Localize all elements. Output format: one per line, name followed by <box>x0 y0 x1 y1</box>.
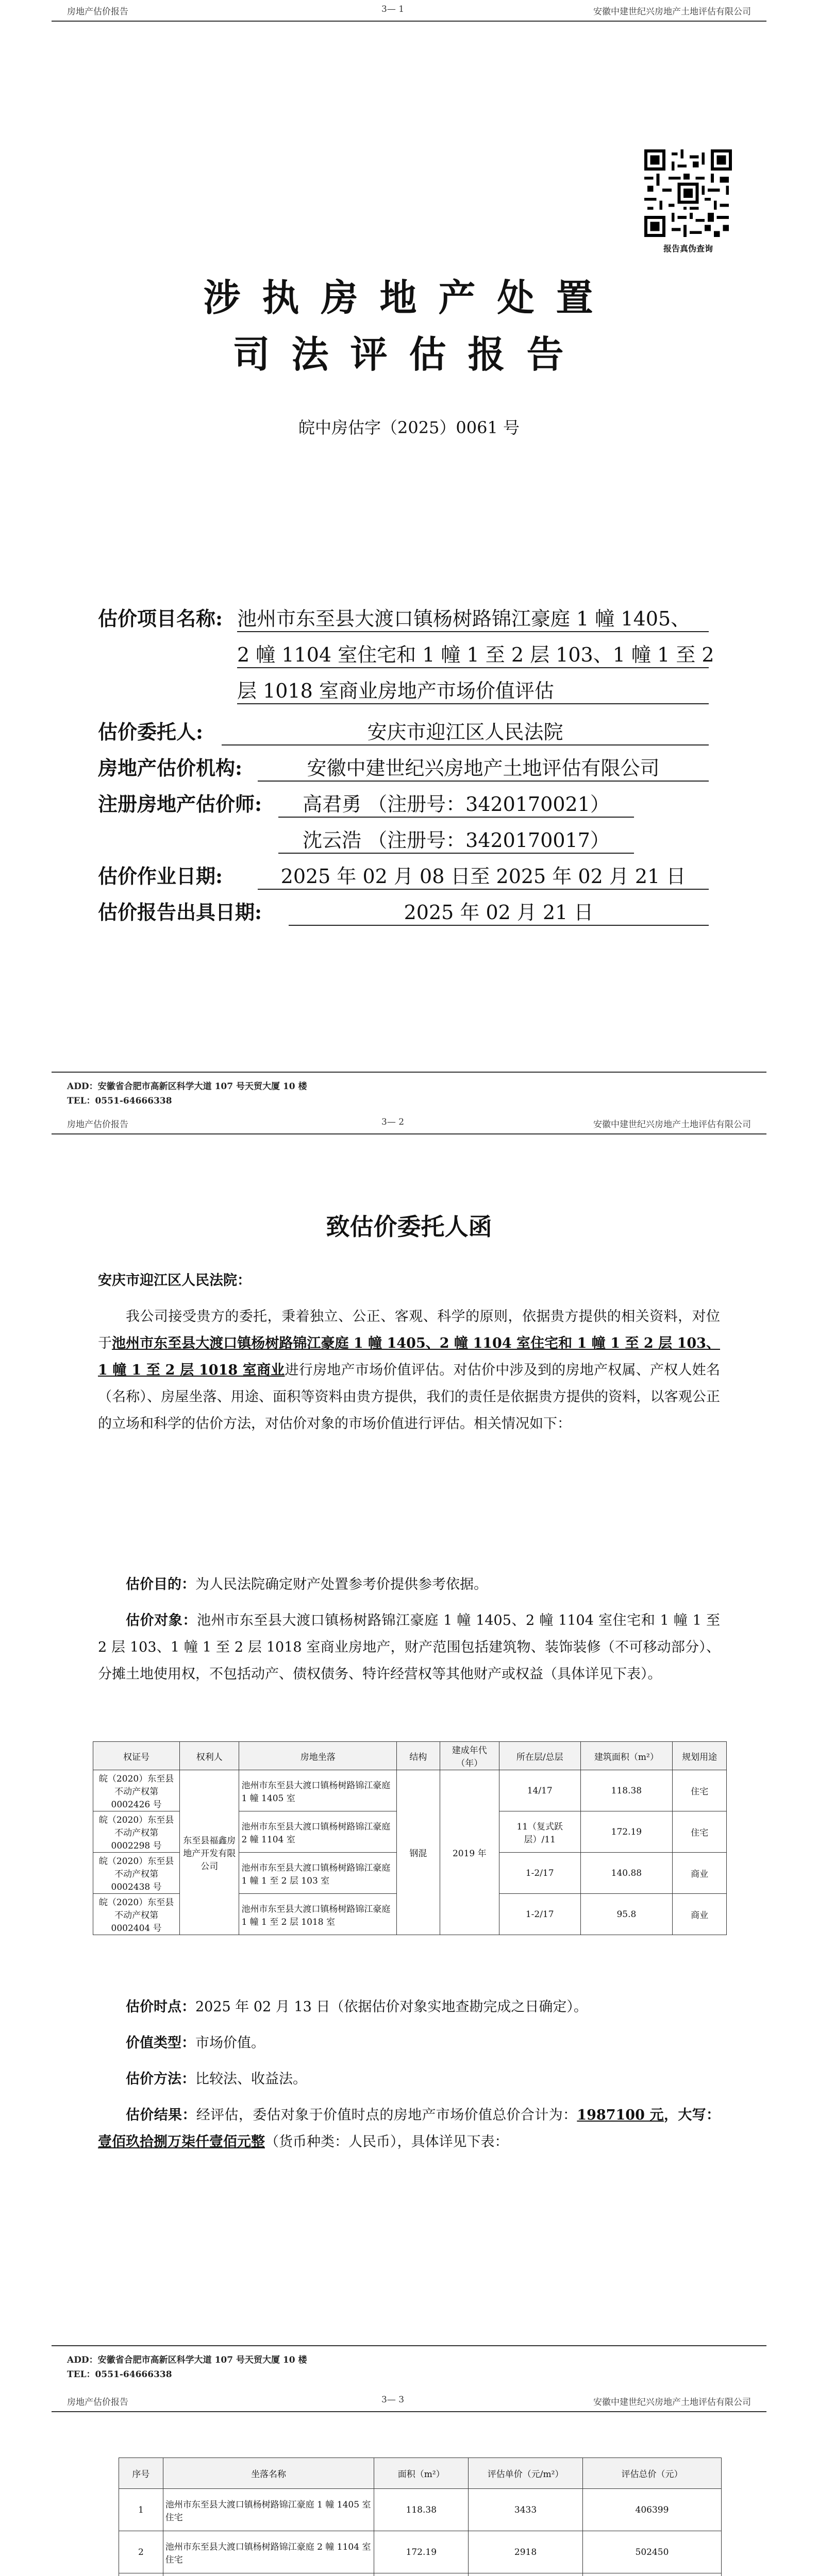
page-3 <box>52 2391 766 2576</box>
structure-cell: 钢混 <box>397 1770 440 1935</box>
header-divider <box>52 2411 766 2412</box>
page-header <box>52 0 766 19</box>
owner-cell: 东至县福鑫房地产开发有限公司 <box>180 1770 239 1935</box>
col-structure: 结构 <box>397 1742 440 1770</box>
property-list: 池州市东至县大渡口镇杨树路锦江豪庭 1 幢 1405、2 幢 1104 室住宅和 1 幢 1 至 2 层 103、1 幢 1 至 2 层 1018 室商业 <box>98 1335 720 1378</box>
year-cell: 2019 年 <box>440 1770 499 1935</box>
project-line-1: 池州市东至县大渡口镇杨树路锦江豪庭 1 幢 1405、 <box>237 603 709 632</box>
page-header <box>52 2391 766 2409</box>
table-row: 2 池州市东至县大渡口镇杨树路锦江豪庭 2 幢 1104 室住宅 172.19 2918 502450 <box>119 2531 722 2573</box>
table-row: 1 池州市东至县大渡口镇杨树路锦江豪庭 1 幢 1405 室住宅 118.38 3433 406399 <box>119 2489 722 2531</box>
col-year: 建成年代（年） <box>440 1742 499 1770</box>
page-header <box>52 1113 766 1131</box>
table-header-row <box>93 1742 727 1770</box>
report-title-line2: 司法评估报告 <box>232 332 586 376</box>
header-left: 房地产估价报告 <box>67 2397 128 2408</box>
footer-address: ADD：安徽省合肥市高新区科学大道 107 号天贸大厦 10 楼 <box>67 1081 307 1092</box>
table-header-row: 序号 坐落名称 面积（m²） 评估单价（元/m²） 评估总价（元） <box>119 2458 722 2489</box>
header-right: 安徽中建世纪兴房地产土地评估有限公司 <box>593 7 751 17</box>
header-right: 安徽中建世纪兴房地产土地评估有限公司 <box>593 1120 751 1130</box>
project-line-3: 层 1018 室商业房地产市场价值评估 <box>237 675 709 704</box>
document-number: 皖中房估字（2025）0061 号 <box>298 418 520 437</box>
header-right: 安徽中建世纪兴房地产土地评估有限公司 <box>593 2397 751 2408</box>
header-divider <box>52 1133 766 1134</box>
col-location: 房地坐落 <box>239 1742 397 1770</box>
page-number: 3— 2 <box>381 1117 405 1127</box>
client-value: 安庆市迎江区人民法院 <box>222 716 709 745</box>
result-total: 1987100 元 <box>577 2107 664 2123</box>
addressee: 安庆市迎江区人民法院： <box>98 1273 251 1289</box>
method-paragraph: 估价方法：比较法、收益法。 <box>126 2071 307 2087</box>
table-row: 皖（2020）东至县不动产权第 0002438 号 池州市东至县大渡口镇杨树路锦江豪庭 1 幢 1 至 2 层 103 室 1-2/17 140.88 商业 <box>93 1853 727 1894</box>
col-cert: 权证号 <box>93 1742 180 1770</box>
header-left: 房地产估价报告 <box>67 7 128 17</box>
result-upper: 壹佰玖拾捌万柒仟壹佰元整 <box>98 2134 265 2150</box>
table-row: 皖（2020）东至县不动产权第 0002404 号 池州市东至县大渡口镇杨树路锦江豪庭 1 幢 1 至 2 层 1018 室 1-2/17 95.8 商业 <box>93 1894 727 1935</box>
project-label: 估价项目名称: <box>98 607 223 630</box>
table-row <box>119 2573 722 2576</box>
issue-date-label: 估价报告出具日期: <box>98 901 262 924</box>
work-date-label: 估价作业日期: <box>98 865 223 888</box>
page-1 <box>52 0 766 1108</box>
valuers-label: 注册房地产估价师: <box>98 792 262 816</box>
table-row: 皖（2020）东至县不动产权第 0002426 号 东至县福鑫房地产开发有限公司 池州市东至县大渡口镇杨树路锦江豪庭 1 幢 1405 室 钢混 2019 年 14/17 118.38 住宅 <box>93 1770 727 1811</box>
page-2 <box>52 1113 766 2385</box>
footer-divider <box>52 2345 766 2346</box>
issue-date-value: 2025 年 02 月 21 日 <box>289 896 709 926</box>
header-divider <box>52 21 766 22</box>
col-use: 规划用途 <box>673 1742 727 1770</box>
table-row: 皖（2020）东至县不动产权第 0002298 号 池州市东至县大渡口镇杨树路锦江豪庭 2 幢 1104 室 11（复式跃层）/11 172.19 住宅 <box>93 1811 727 1853</box>
client-label: 估价委托人: <box>98 720 204 743</box>
footer-tel: TEL：0551-64666338 <box>67 2369 172 2380</box>
col-owner: 权利人 <box>180 1742 239 1770</box>
agency-value: 安徽中建世纪兴房地产土地评估有限公司 <box>258 752 709 782</box>
purpose-paragraph: 估价目的：为人民法院确定财产处置参考价提供参考依据。 <box>126 1577 488 1592</box>
footer-divider <box>52 1072 766 1073</box>
work-date-value: 2025 年 02 月 08 日至 2025 年 02 月 21 日 <box>258 860 709 890</box>
report-title-line1: 涉执房地产处置 <box>203 276 615 319</box>
valuation-table <box>119 2458 722 2576</box>
col-area: 建筑面积（m²） <box>580 1742 673 1770</box>
object-paragraph: 估价对象：池州市东至县大渡口镇杨树路锦江豪庭 1 幢 1405、2 幢 1104 室住宅和 1 幢 1 至 2 层 103、1 幢 1 至 2 层 1018 室商业房地产，财产范围包括建筑物、装饰装修（不可移动部分）、分摊土地使用权，不包括动产、债权债务、特许经营权等其他财产或权益（具体详见下表）。 <box>98 1613 721 1682</box>
result-paragraph: 估价结果：经评估，委估对象于价值时点的房地产市场价值总价合计为：1987100 元，大写：壹佰玖拾捌万柒仟壹佰元整（货币种类：人民币），具体详见下表： <box>98 2107 721 2150</box>
page-number: 3— 1 <box>381 4 405 14</box>
letter-title: 致估价委托人函 <box>326 1213 492 1241</box>
footer-tel: TEL：0551-64666338 <box>67 1096 172 1106</box>
qr-code-icon[interactable] <box>644 149 732 237</box>
valuer-2: 沈云浩 （注册号：3420170017） <box>278 824 634 854</box>
intro-paragraph: 我公司接受贵方的委托，秉着独立、公正、客观、科学的原则，依据贵方提供的相关资料，对位于池州市东至县大渡口镇杨树路锦江豪庭 1 幢 1405、2 幢 1104 室住宅和 1 幢 1 至 2 层 103、1 幢 1 至 2 层 1018 室商业进行房地产市场价值评估。对估价中涉及到的房地产权属、产权人姓名（名称）、房屋坐落、用途、面积等资料由贵方提供，我们的责任是依据贵方提供的资料，以客观公正的立场和科学的估价方法，对估价对象的市场价值进行评估。相关情况如下： <box>98 1309 721 1432</box>
value-time-paragraph: 估价时点：2025 年 02 月 13 日（依据估价对象实地查勘完成之日确定）。 <box>126 1999 588 2015</box>
qr-caption: 报告真伪查询 <box>663 244 713 253</box>
footer-address: ADD：安徽省合肥市高新区科学大道 107 号天贸大厦 10 楼 <box>67 2355 307 2365</box>
property-table <box>93 1741 727 1935</box>
page-number: 3— 3 <box>381 2395 405 2405</box>
header-left: 房地产估价报告 <box>67 1120 128 1130</box>
valuer-1: 高君勇 （注册号：3420170021） <box>278 788 634 818</box>
project-line-2: 2 幢 1104 室住宅和 1 幢 1 至 2 层 103、1 幢 1 至 2 <box>237 639 709 668</box>
col-floor: 所在层/总层 <box>499 1742 580 1770</box>
agency-label: 房地产估价机构: <box>98 756 243 779</box>
value-type-paragraph: 价值类型：市场价值。 <box>126 2035 265 2051</box>
